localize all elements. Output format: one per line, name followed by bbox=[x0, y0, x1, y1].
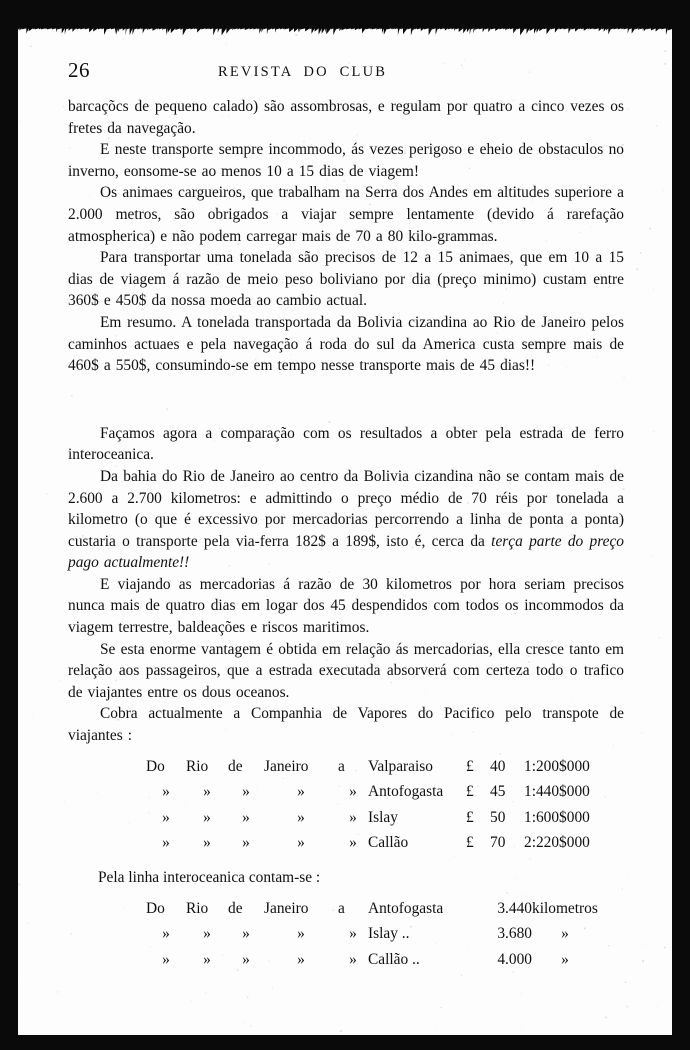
distance-destination: Islay .. bbox=[368, 925, 410, 943]
page-content bbox=[68, 48, 624, 974]
fare-preposition: » bbox=[349, 783, 357, 801]
fare-origin-de: de bbox=[228, 757, 243, 775]
distance-preposition: a bbox=[338, 899, 345, 917]
distance-table bbox=[146, 898, 598, 975]
fare-origin-rio: » bbox=[203, 834, 211, 852]
fare-origin-janeiro: » bbox=[297, 808, 305, 826]
fare-origin-de: » bbox=[242, 783, 250, 801]
distance-value: 4.000 bbox=[497, 950, 532, 968]
fare-preposition: » bbox=[349, 808, 357, 826]
distance-origin-de: de bbox=[228, 899, 243, 917]
railway-emphasis: terça parte do preço pago actualmente!! bbox=[68, 532, 624, 572]
fare-destination: Antofogasta bbox=[368, 783, 444, 801]
distance-value: 3.680 bbox=[497, 925, 532, 943]
fare-amount: 70 bbox=[490, 834, 506, 852]
table-row bbox=[146, 781, 590, 807]
distance-preposition: » bbox=[349, 950, 357, 968]
paragraph-transporte-incommodo: E neste transporte sempre incommodo, ás vezes perigoso e eheio de obstaculos no inverno, eonsome-se ao menos 10 a 15 dias de viagem! bbox=[68, 141, 624, 180]
distance-origin-rio: » bbox=[203, 925, 211, 943]
paragraph-barcacoes: barcaçõcs de pequeno calado) são assombrosas, e regulam por quatro a cinco vezes os fretes da navegação. bbox=[68, 98, 624, 137]
distance-destination: Callão .. bbox=[368, 950, 420, 968]
distance-origin-do: » bbox=[162, 950, 170, 968]
fare-origin-rio: » bbox=[203, 783, 211, 801]
table-row bbox=[146, 898, 598, 924]
fare-origin-do: » bbox=[162, 783, 170, 801]
table-row bbox=[146, 807, 590, 833]
fare-price-reis: 1:600$000 bbox=[524, 808, 590, 826]
fare-currency: £ bbox=[466, 783, 474, 801]
fare-currency: £ bbox=[466, 757, 474, 775]
paragraph-animaes-cargueiros: Os animaes cargueiros, que trabalham na Serra dos Andes em altitudes superiore a 2.000 metros, são obrigados a viajar sempre lentamente (devido á rarefação atmospherica) e não podem carregar mais de 70 a 80 kilo-grammas. bbox=[68, 184, 624, 245]
fare-destination: Islay bbox=[368, 808, 398, 826]
distance-unit: » bbox=[561, 950, 569, 968]
torn-paper-edge-decoration bbox=[18, 28, 672, 38]
distance-preposition: » bbox=[349, 925, 357, 943]
fare-price-reis: 1:200$000 bbox=[524, 757, 590, 775]
running-title: REVISTA DO CLUB bbox=[218, 64, 388, 80]
table-row bbox=[146, 756, 590, 782]
distance-origin-de: » bbox=[242, 925, 250, 943]
scanned-page bbox=[18, 28, 672, 1035]
fare-origin-janeiro: » bbox=[297, 834, 305, 852]
fare-price-reis: 2:220$000 bbox=[524, 834, 590, 852]
paragraph-facamos-comparacao: Façamos agora a comparação com os resultados a obter pela estrada de ferro interoceanica. bbox=[68, 424, 624, 464]
table-spacer-middle bbox=[68, 858, 624, 867]
distance-origin-janeiro: » bbox=[297, 925, 305, 943]
table-spacer-bottom bbox=[68, 889, 624, 898]
distance-destination: Antofogasta bbox=[368, 899, 444, 917]
distance-origin-rio: » bbox=[203, 950, 211, 968]
fare-origin-de: » bbox=[242, 808, 250, 826]
fare-origin-do: Do bbox=[146, 757, 165, 775]
distance-origin-rio: Rio bbox=[186, 899, 209, 917]
table-row bbox=[146, 949, 598, 975]
fare-destination: Callão bbox=[368, 834, 409, 852]
table-row bbox=[146, 923, 598, 949]
distance-unit: » bbox=[561, 925, 569, 943]
fare-origin-janeiro: » bbox=[297, 783, 305, 801]
paragraph-viajando-mercadorias: E viajando as mercadorias á razão de 30 kilometros por hora seriam precisos nunca mais de quatro dias em logar dos 45 despendidos com todos os incommodos da viagem terrestre, baldeações e riscos maritimos. bbox=[68, 575, 624, 637]
fare-origin-janeiro: Janeiro bbox=[264, 757, 309, 775]
fare-destination: Valparaiso bbox=[368, 757, 433, 775]
fare-preposition: » bbox=[349, 834, 357, 852]
fare-origin-do: » bbox=[162, 834, 170, 852]
distance-origin-de: » bbox=[242, 950, 250, 968]
paragraph-em-resumo: Em resumo. A tonelada transportada da Bolivia cizandina ao Rio de Janeiro pelos caminhos actuaes e pela navegação á roda do sul da America custa sempre mais de 460$ a 550$, consumindo-se em tempo nesse transporte mais de 45 dias!! bbox=[68, 313, 624, 375]
page-header bbox=[68, 48, 624, 96]
fare-origin-do: » bbox=[162, 808, 170, 826]
page-number: 26 bbox=[68, 58, 90, 82]
fare-table bbox=[146, 756, 590, 858]
fare-currency: £ bbox=[466, 808, 474, 826]
paragraph-companhia-vapores: Cobra actualmente a Companhia de Vapores do Pacifico pelo transpote de viajantes : bbox=[68, 705, 624, 745]
fare-currency: £ bbox=[466, 834, 474, 852]
paragraph-transportar-tonelada: Para transportar uma tonelada são precisos de 12 a 15 animaes, que em 10 a 15 dias de viagem á razão de meio peso boliviano por dia (preço minimo) custam entre 360$ e 450$ da nossa moeda ao cambio actual. bbox=[68, 249, 624, 310]
distance-unit: kilometros bbox=[532, 899, 598, 917]
paragraph-bahia-rio-janeiro bbox=[68, 466, 624, 574]
distance-origin-janeiro: » bbox=[297, 950, 305, 968]
fare-amount: 40 bbox=[490, 757, 506, 775]
fare-origin-rio: Rio bbox=[186, 757, 209, 775]
fare-amount: 45 bbox=[490, 783, 506, 801]
fare-preposition: a bbox=[338, 757, 345, 775]
fare-price-reis: 1:440$000 bbox=[524, 783, 590, 801]
distance-origin-do: » bbox=[162, 925, 170, 943]
table-row bbox=[146, 832, 590, 858]
distance-origin-do: Do bbox=[146, 899, 165, 917]
distance-value: 3.440 bbox=[497, 899, 532, 917]
fare-origin-rio: » bbox=[203, 808, 211, 826]
distance-section-lead: Pela linha interoceanica contam-se : bbox=[98, 869, 321, 886]
railway-text-before-italic: Da bahia do Rio de Janeiro ao centro da Bolivia cizandina não se contam mais de 2.600 a 2.700 kilometros: e admittindo o preço médio de 70 réis por tonelada a kilometro (o que é excessivo por mercadorias percorrendo a linha de ponta a ponta) custaria o transporte pela via-ferra 182$ a 189$, isto é, cerca da bbox=[68, 467, 624, 550]
paragraph-enorme-vantagem: Se esta enorme vantagem é obtida em relação ás mercadorias, ella cresce tanto em relação aos passageiros, que a estrada executada absorverá com certeza todo o trafico de viajantes entre os dous oceanos. bbox=[68, 640, 624, 701]
section-spacer bbox=[68, 377, 624, 423]
distance-origin-janeiro: Janeiro bbox=[264, 899, 309, 917]
fare-amount: 50 bbox=[490, 808, 506, 826]
fare-origin-de: » bbox=[242, 834, 250, 852]
table-spacer-top bbox=[68, 747, 624, 756]
